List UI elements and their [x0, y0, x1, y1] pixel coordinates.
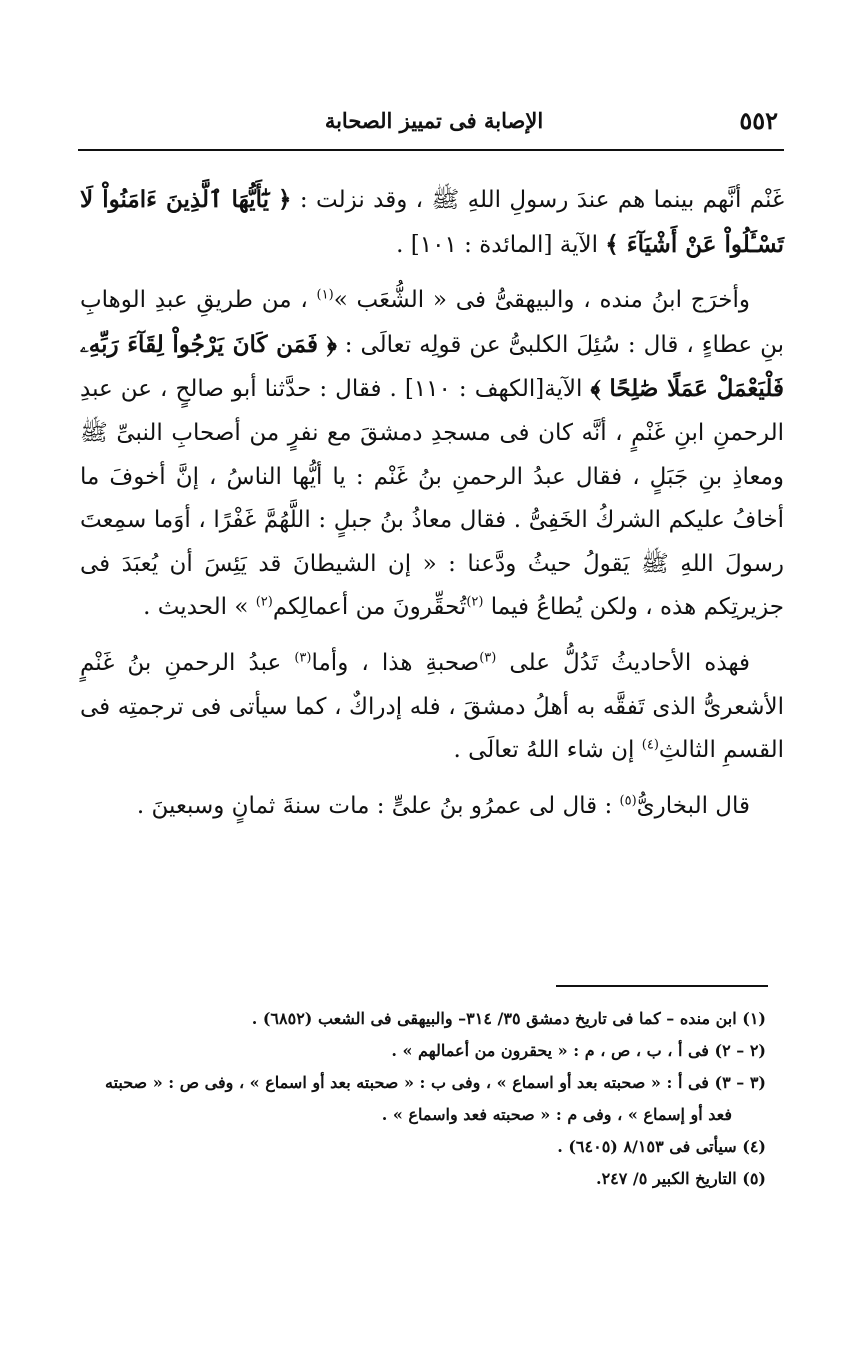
footnote-1: (١) ابن منده – كما فى تاريخ دمشق ٣٥/ ٣١٤– والبيهقى فى الشعب (٦٨٥٢) .: [251, 1009, 766, 1028]
verse-reference: [المائدة : ١٠١]: [410, 231, 553, 258]
footnote-marker: (٤): [641, 737, 659, 753]
page-number: ٥٥٢: [739, 106, 778, 135]
page-header: [80, 98, 788, 138]
footnote-marker: (١): [316, 287, 334, 303]
footnotes: [82, 1003, 766, 1195]
quran-verse: ﴿ فَمَن كَانَ يَرْجُواْ لِقَآءَ رَبِّهِۦ فَلْيَعْمَلْ عَمَلًا صَٰلِحًا ﴾: [80, 330, 784, 403]
footnote-marker: (٥): [619, 793, 637, 809]
running-title: الإصابة فى تمييز الصحابة: [324, 108, 544, 133]
paragraph-2: وأخرَج ابنُ منده ، والبيهقىُّ فى « الشُّعَب »$^{(١)}$ ، من طريقِ عبدِ الوهابِ بنِ عطاءٍ ، قال : سُئِلَ الكلبىُّ عن قولِه تعالَى : ﴿ فَمَن كَانَ يَرْجُواْ لِقَآءَ رَبِّهِۦ فَلْيَعْمَلْ عَمَلًا صَٰلِحًا ﴾ الآية[الكهف : ١١٠] . فقال : حدَّثنا أبو صالحٍ ، عن عبدِ الرحمنِ ابنِ غَنْمٍ ، أنَّه كان فى مسجدِ دمشقَ مع نفرٍ من أصحابِ النبىِّ ﷺ ومعاذِ بنِ جَبَلٍ ، فقال عبدُ الرحمنِ بنُ غَنْم : يا أيُّها الناسُ ، إنَّ أخوفَ ما أخافُ عليكم الشركُ الخَفِىُّ . فقال معاذُ بنُ جبلٍ : اللَّهُمَّ غَفْرًا ، أوَما سمِعتَ رسولَ اللهِ ﷺ يَقولُ حيثُ ودَّعنا : « إن الشيطانَ قد يَئِسَ أن يُعبَدَ فى جزيرتِكم هذه ، ولكن يُطاعُ فيما $^{(٢)}$تُحقِّرونَ من أعمالِكم$^{(٢)}$ » الحديث .: [80, 287, 785, 621]
verse-reference: [الكهف : ١١٠]: [404, 376, 545, 403]
footnote-2: (٢ – ٢) فى أ ، ب ، ص ، م : « يحقرون من أعمالهم » .: [391, 1041, 766, 1060]
paragraph-4: قال البخارىُّ$^{(٥)}$ : قال لى عمرُو بنُ علىٍّ : مات سنةَ ثمانٍ وسبعينَ .: [136, 792, 750, 819]
footnote-3: (٣ – ٣) فى أ : « صحبته بعد أو اسماع » ، وفى ب : « صحبته بعد أو اسماع » ، وفى ص : « صحبته: [104, 1073, 766, 1092]
header-rule: [78, 149, 784, 151]
footnote-marker: (٣): [479, 650, 497, 666]
footnote-marker: (٢): [466, 594, 484, 610]
paragraph-1: غَنْم أنَّهم بينما هم عندَ رسولِ اللهِ ﷺ ، وقد نزلت : ﴿ يَٰٓأَيُّهَا ٱلَّذِينَ ءَامَنُواْ لَا تَسْـَٔلُواْ عَنْ أَشْيَآءَ ﴾ الآية [المائدة : ١٠١] .: [80, 186, 784, 258]
footnote-marker: (٣): [294, 650, 312, 666]
paragraph-3: فهذه الأحاديثُ تَدُلُّ على $^{(٣)}$صحبةِ هذا ، وأما$^{(٣)}$ عبدُ الرحمنِ بنُ غَنْمٍ الأشعرىُّ الذى تَفقَّه به أهلُ دمشقَ ، فله إدراكٌ ، كما سيأتى فى ترجمتِه فى القسمِ الثالثِ$^{(٤)}$ إن شاء اللهُ تعالَى .: [80, 649, 784, 764]
footnote-3-continued: فعد أو إسماع » ، وفى م : « صحبته فعد واسماع » .: [381, 1105, 732, 1124]
quran-verse: ﴿ يَٰٓأَيُّهَا ٱلَّذِينَ ءَامَنُواْ لَا تَسْـَٔلُواْ عَنْ أَشْيَآءَ ﴾: [80, 186, 784, 258]
footnote-marker: (٢): [255, 594, 273, 610]
footnote-4: (٤) سيأتى فى ٨/١٥٣ (٦٤٠٥) .: [557, 1137, 766, 1156]
footnote-separator: [556, 985, 768, 987]
main-text: [80, 178, 784, 840]
footnote-5: (٥) التاريخ الكبير ٥/ ٢٤٧.: [596, 1169, 766, 1188]
